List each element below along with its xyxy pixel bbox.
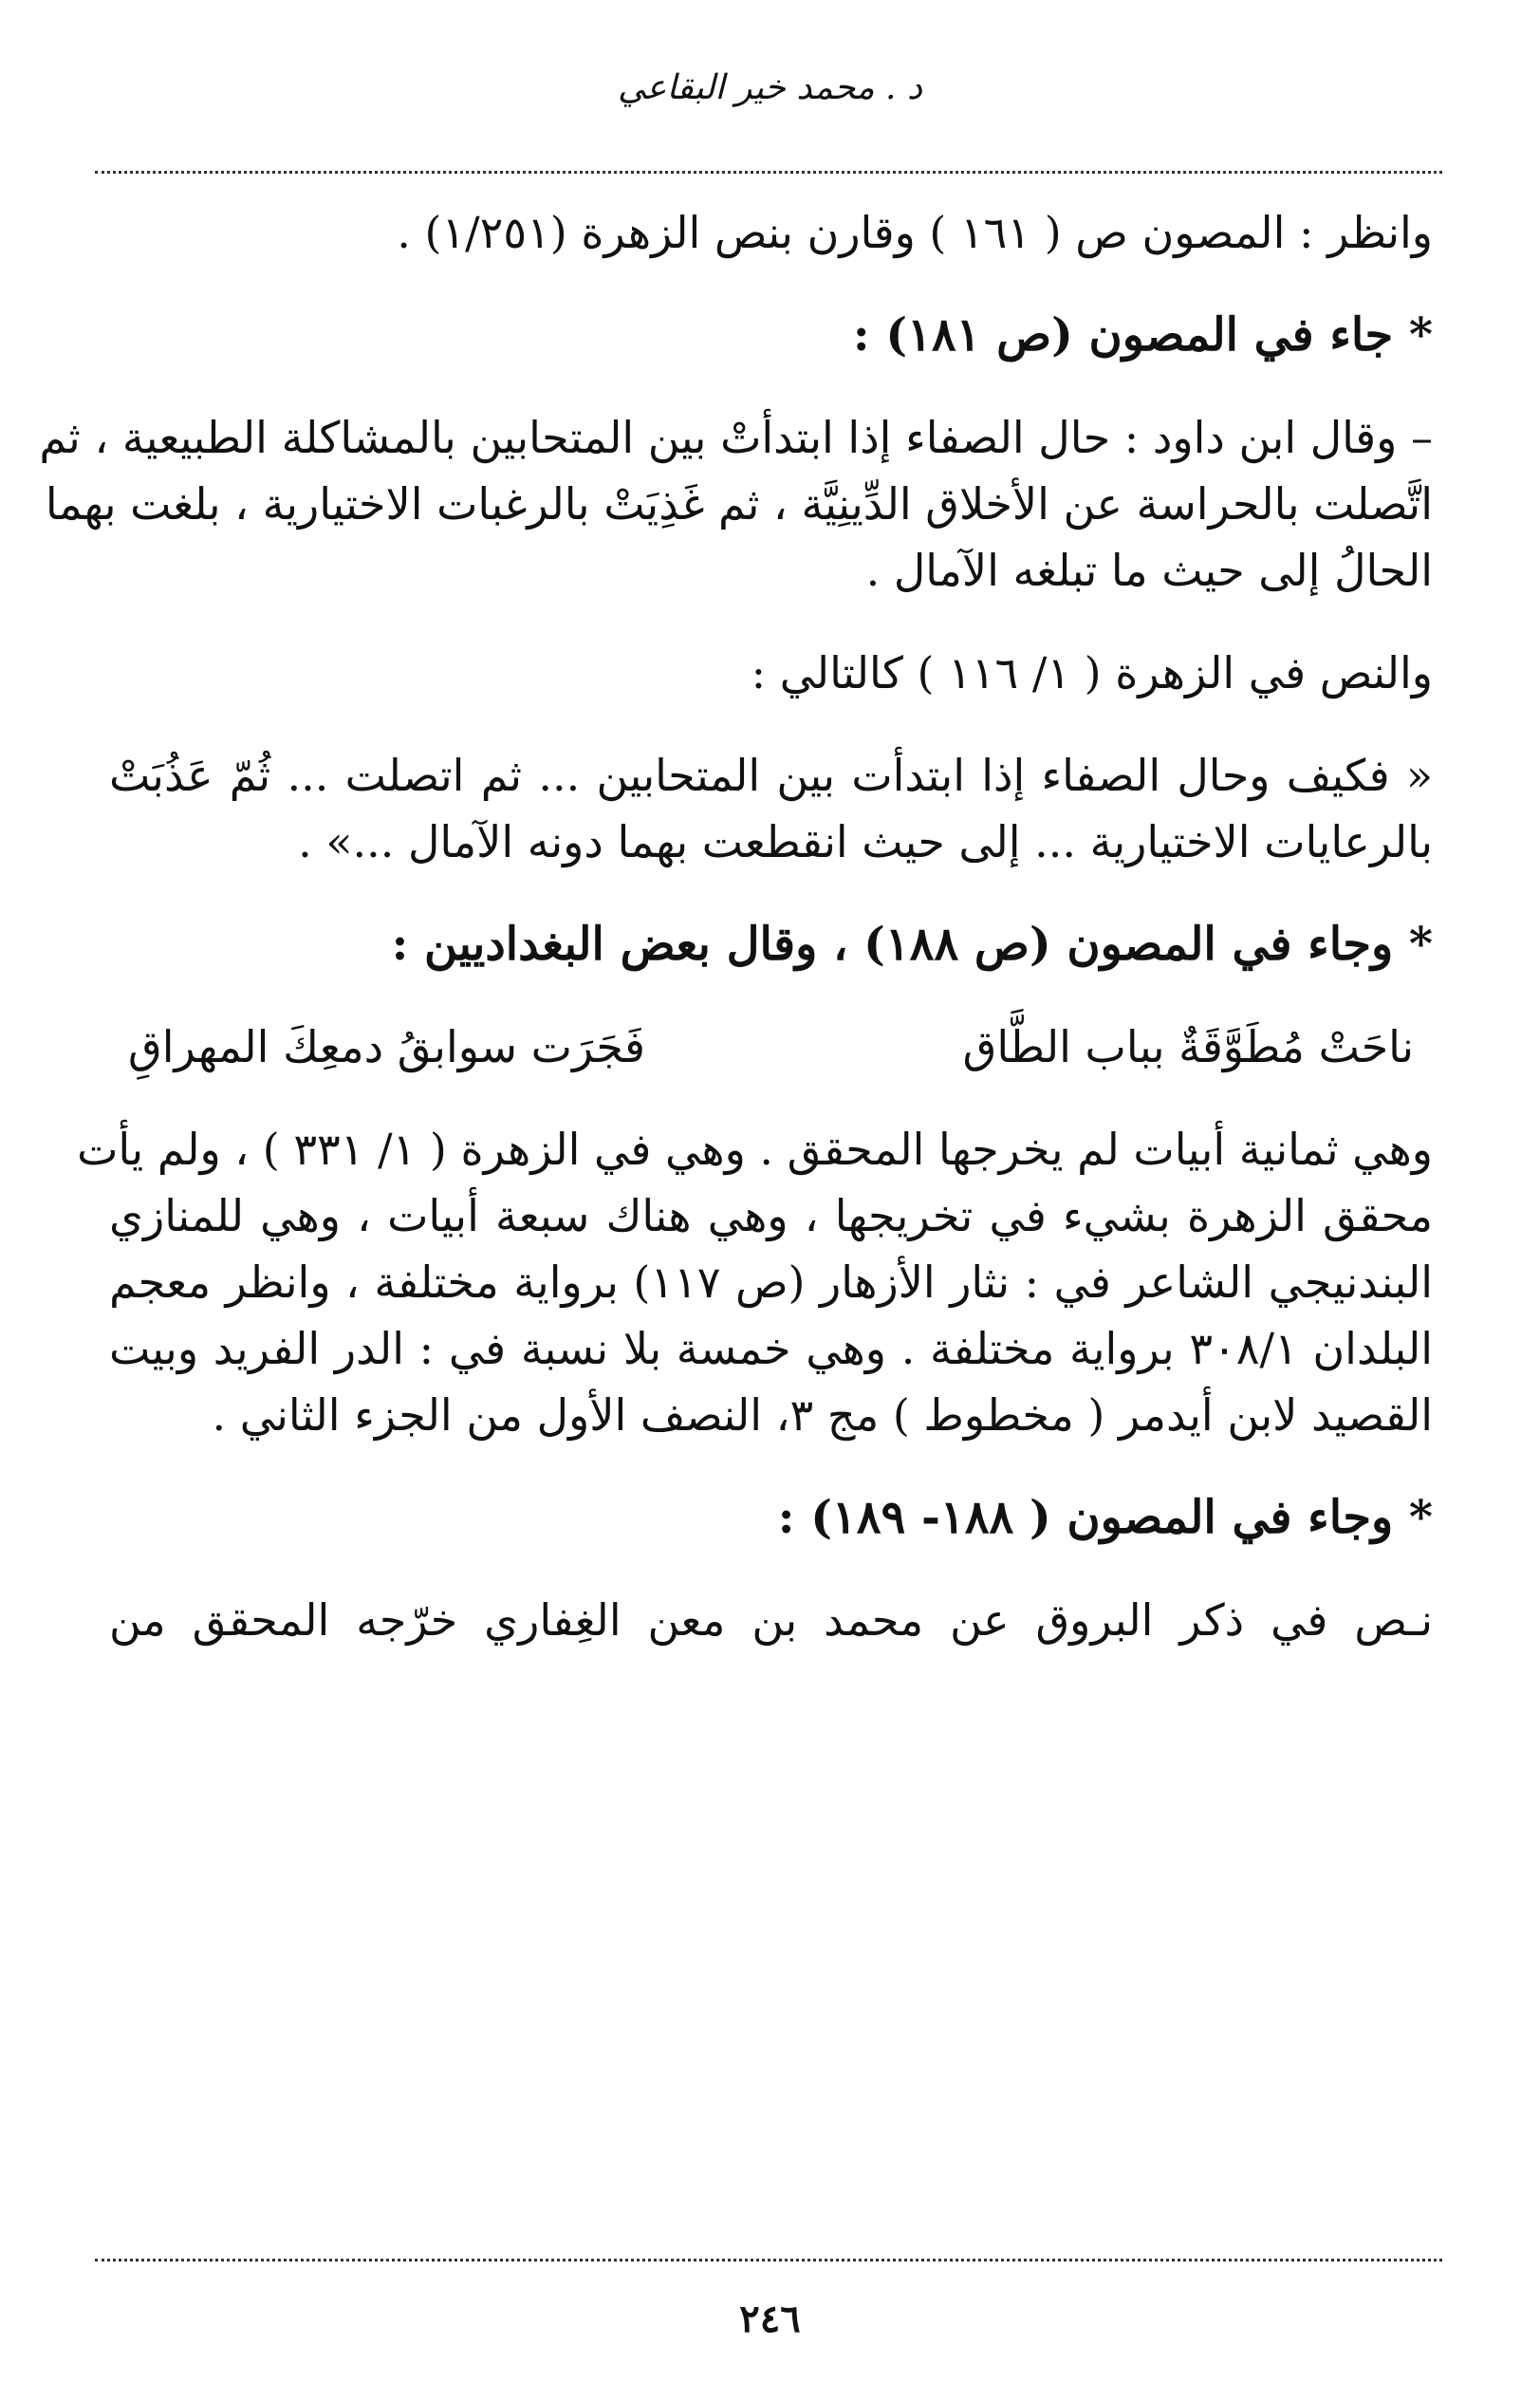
paragraph-line: الحالُ إلى حيث ما تبلغه الآمال . (865, 545, 1433, 596)
section-heading: * وجاء في المصون ( ١٨٨- ١٨٩) : (777, 1491, 1433, 1544)
paragraph-line: القصيد لابن أيدمر ( مخطوط ) مج ٣، النصف الأول من الجزء الثاني . (212, 1389, 1433, 1441)
verse-line (109, 1014, 1433, 1080)
paragraph-line: والنص في الزهرة ( ١/ ١١٦ ) كالتالي : (751, 647, 1433, 698)
body-text (39, 199, 1434, 1653)
verse-second-hemistich: فَجَرَت سوابقُ دمعِكَ المهراقِ (128, 1021, 646, 1072)
paragraph-line: – وقال ابن داود : حال الصفاء إذا ابتدأتْ بين المتحابين بالمشاكلة الطبيعية ، ثم (39, 412, 1433, 463)
running-header: د . محمد خير البقاعي (618, 68, 922, 107)
footer-rule (95, 2259, 1442, 2262)
page-number: ٢٤٦ (739, 2297, 801, 2341)
paragraph-line: نـص في ذكر البروق عن محمد بن معن الغِفاري خرّجه المحقق من (109, 1594, 1433, 1646)
paragraph-line: وانظر : المصون ص ( ١٦١ ) وقارن بنص الزهرة (١/٢٥١) . (397, 207, 1433, 258)
section-heading: * وجاء في المصون (ص ١٨٨) ، وقال بعض البغداديين : (391, 918, 1433, 971)
section-heading: * جاء في المصون (ص ١٨١) : (852, 308, 1433, 362)
paragraph-line: البندنيجي الشاعر في : نثار الأزهار (ص ١١٧) برواية مختلفة ، وانظر معجم (109, 1257, 1434, 1308)
paragraph-line: وهي ثمانية أبيات لم يخرجها المحقق . وهي في الزهرة ( ١/ ٣٣١ ) ، ولم يأت (77, 1124, 1433, 1175)
quote-line: « فكيف وحال الصفاء إذا ابتدأت بين المتحابين ... ثم اتصلت ... ثُمّ عَذُبَتْ (109, 750, 1433, 801)
paragraph-line: البلدان ٣٠٨/١ برواية مختلفة . وهي خمسة بلا نسبة في : الدر الفريد وبيت (109, 1323, 1433, 1374)
verse-first-hemistich: ناحَتْ مُطَوَّقَةٌ بباب الطَّاق (962, 1021, 1414, 1072)
paragraph-line: محقق الزهرة بشيء في تخريجها ، وهي هناك سبعة أبيات ، وهي للمنازي (109, 1190, 1433, 1241)
header-rule (95, 171, 1442, 174)
quote-line: بالرعايات الاختيارية ... إلى حيث انقطعت بهما دونه الآمال ...» . (298, 816, 1433, 867)
paragraph-line: اتَّصلت بالحراسة عن الأخلاق الدِّينِيَّة ، ثم غَذِيَتْ بالرغبات الاختيارية ، بلغت بهما (45, 478, 1433, 530)
